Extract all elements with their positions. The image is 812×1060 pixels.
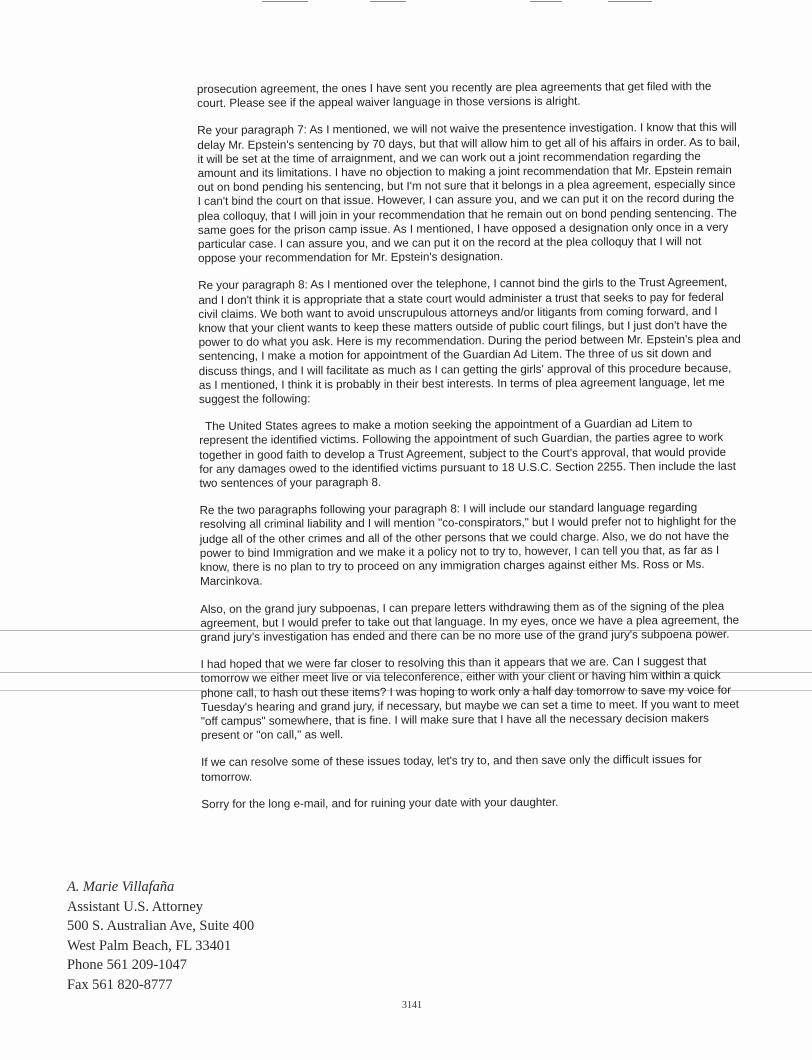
email-body xyxy=(197,80,745,825)
scan-artifact-top-3 xyxy=(530,1,562,2)
paragraph-plea-agreement-intro: prosecution agreement, the ones I have sent you recently are plea agreements that get filed with the court. Please see if the appeal waiver language in those versions is alright. xyxy=(197,79,712,111)
signature-title: Assistant U.S. Attorney xyxy=(67,898,203,915)
signature-fax: Fax 561 820-8777 xyxy=(67,976,173,993)
scan-artifact-top-1 xyxy=(262,1,308,2)
paragraph-grand-jury-subpoenas: Also, on the grand jury subpoenas, I can prepare letters withdrawing them as of the signing of the plea agreement, but I would prefer to take out that language. In my eyes, once we have a plea agreement, the grand jury's investigation has ended and there can be no more use of the grand jury's subpoena power. xyxy=(200,599,740,644)
signature-address-line1: 500 S. Australian Ave, Suite 400 xyxy=(67,918,255,934)
signature-phone: Phone 561 209-1047 xyxy=(67,957,187,973)
signature-block xyxy=(67,878,254,995)
paragraph-apology: Sorry for the long e-mail, and for ruining your date with your daughter. xyxy=(201,795,559,811)
paragraph-resolve-today: If we can resolve some of these issues today, let's try to, and then save only the difficult issues for tomorrow. xyxy=(201,753,702,784)
paragraph-re-paragraph-7: Re your paragraph 7: As I mentioned, we will not waive the presentence investigation. I know that this will delay Mr. Epstein's sentencing by 70 days, but that will allow him to get all of his affairs in order. As to bail, it will be set at the time of arraignment, and we can work out a joint recommendation regarding the amount and its limitations. I have no objection to making a joint recommendation that Mr. Epstein remain out on bond pending his sentencing, but I'm not sure that it belongs in a plea agreement, especially since I can't bind the court on that issue. However, I can assure you, and we can put it on the record during the plea colloquy, that I will join in your recommendation that he remain out on bond pending sentencing. The same goes for the prison camp issue. As I mentioned, I have opposed a designation only once in a very particular case. I can assure you, and we can put it on the record at the plea colloquy that I will not oppose your recommendation for Mr. Epstein's designation. xyxy=(197,121,741,266)
signature-name: A. Marie Villafaña xyxy=(67,879,175,895)
signature-address-line2: West Palm Beach, FL 33401 xyxy=(67,937,232,954)
scan-artifact-top-2 xyxy=(370,1,406,2)
paragraph-re-paragraph-8: Re your paragraph 8: As I mentioned over the telephone, I cannot bind the girls to the Trust Agreement, and I don't think it is appropriate that a state court would administer a trust that seeks to pay for federal civil claims. We both want to avoid unscrupulous attorneys and/or litigants from coming forward, and I know that your client wants to keep these matters outside of public court filings, but I just don't have the power to do what you ask. Here is my recommendation. During the period between Mr. Epstein's plea and sentencing, I make a motion for appointment of the Guardian Ad Litem. The three of us sit down and discuss things, and I will facilitate as much as I can getting the girls' approval of this procedure because, as I mentioned, I think it is probably in their best interests. In terms of plea agreement language, let me suggest the following: xyxy=(198,276,741,407)
paragraph-meeting-request: I had hoped that we were far closer to resolving this than it appears that we are. Can I suggest that tomorrow we either meet live or via teleconference, either with your client or having him within a quick phone call, to hash out these items? I was hoping to work only a half day tomorrow to save my voice for Tuesday's hearing and grand jury, if necessary, but maybe we can set a time to meet. If you want to meet "off campus" somewhere, that is fine. I will make sure that I have all the necessary decision makers present or "on call," as well. xyxy=(200,655,740,743)
paragraph-following-paragraph-8: Re the two paragraphs following your paragraph 8: I will include our standard language regarding resolving all criminal liability and I will mention "co-conspirators," but I would prefer not to highlight for the judge all of the other crimes and all of the other persons that we could charge. Also, we do not have the power to bind Immigration and we make it a policy not to try to, however, I can tell you that, as far as I know, there is no plan to try to proceed on any immigration charges against either Ms. Ross or Ms. Marcinkova. xyxy=(199,501,737,589)
page-number: 3141 xyxy=(402,1000,422,1011)
scan-artifact-top-4 xyxy=(608,1,652,2)
paragraph-proposed-language: The United States agrees to make a motion seeking the appointment of a Guardian ad Litem to represent the identified victims. Following the appointment of such Guardian, the parties agree to work together in good faith to develop a Trust Agreement, subject to the Court's approval, that would provide for any damages owed to the identified victims pursuant to 18 U.S.C. Section 2255. Then include the last two sentences of your paragraph 8. xyxy=(199,417,737,491)
